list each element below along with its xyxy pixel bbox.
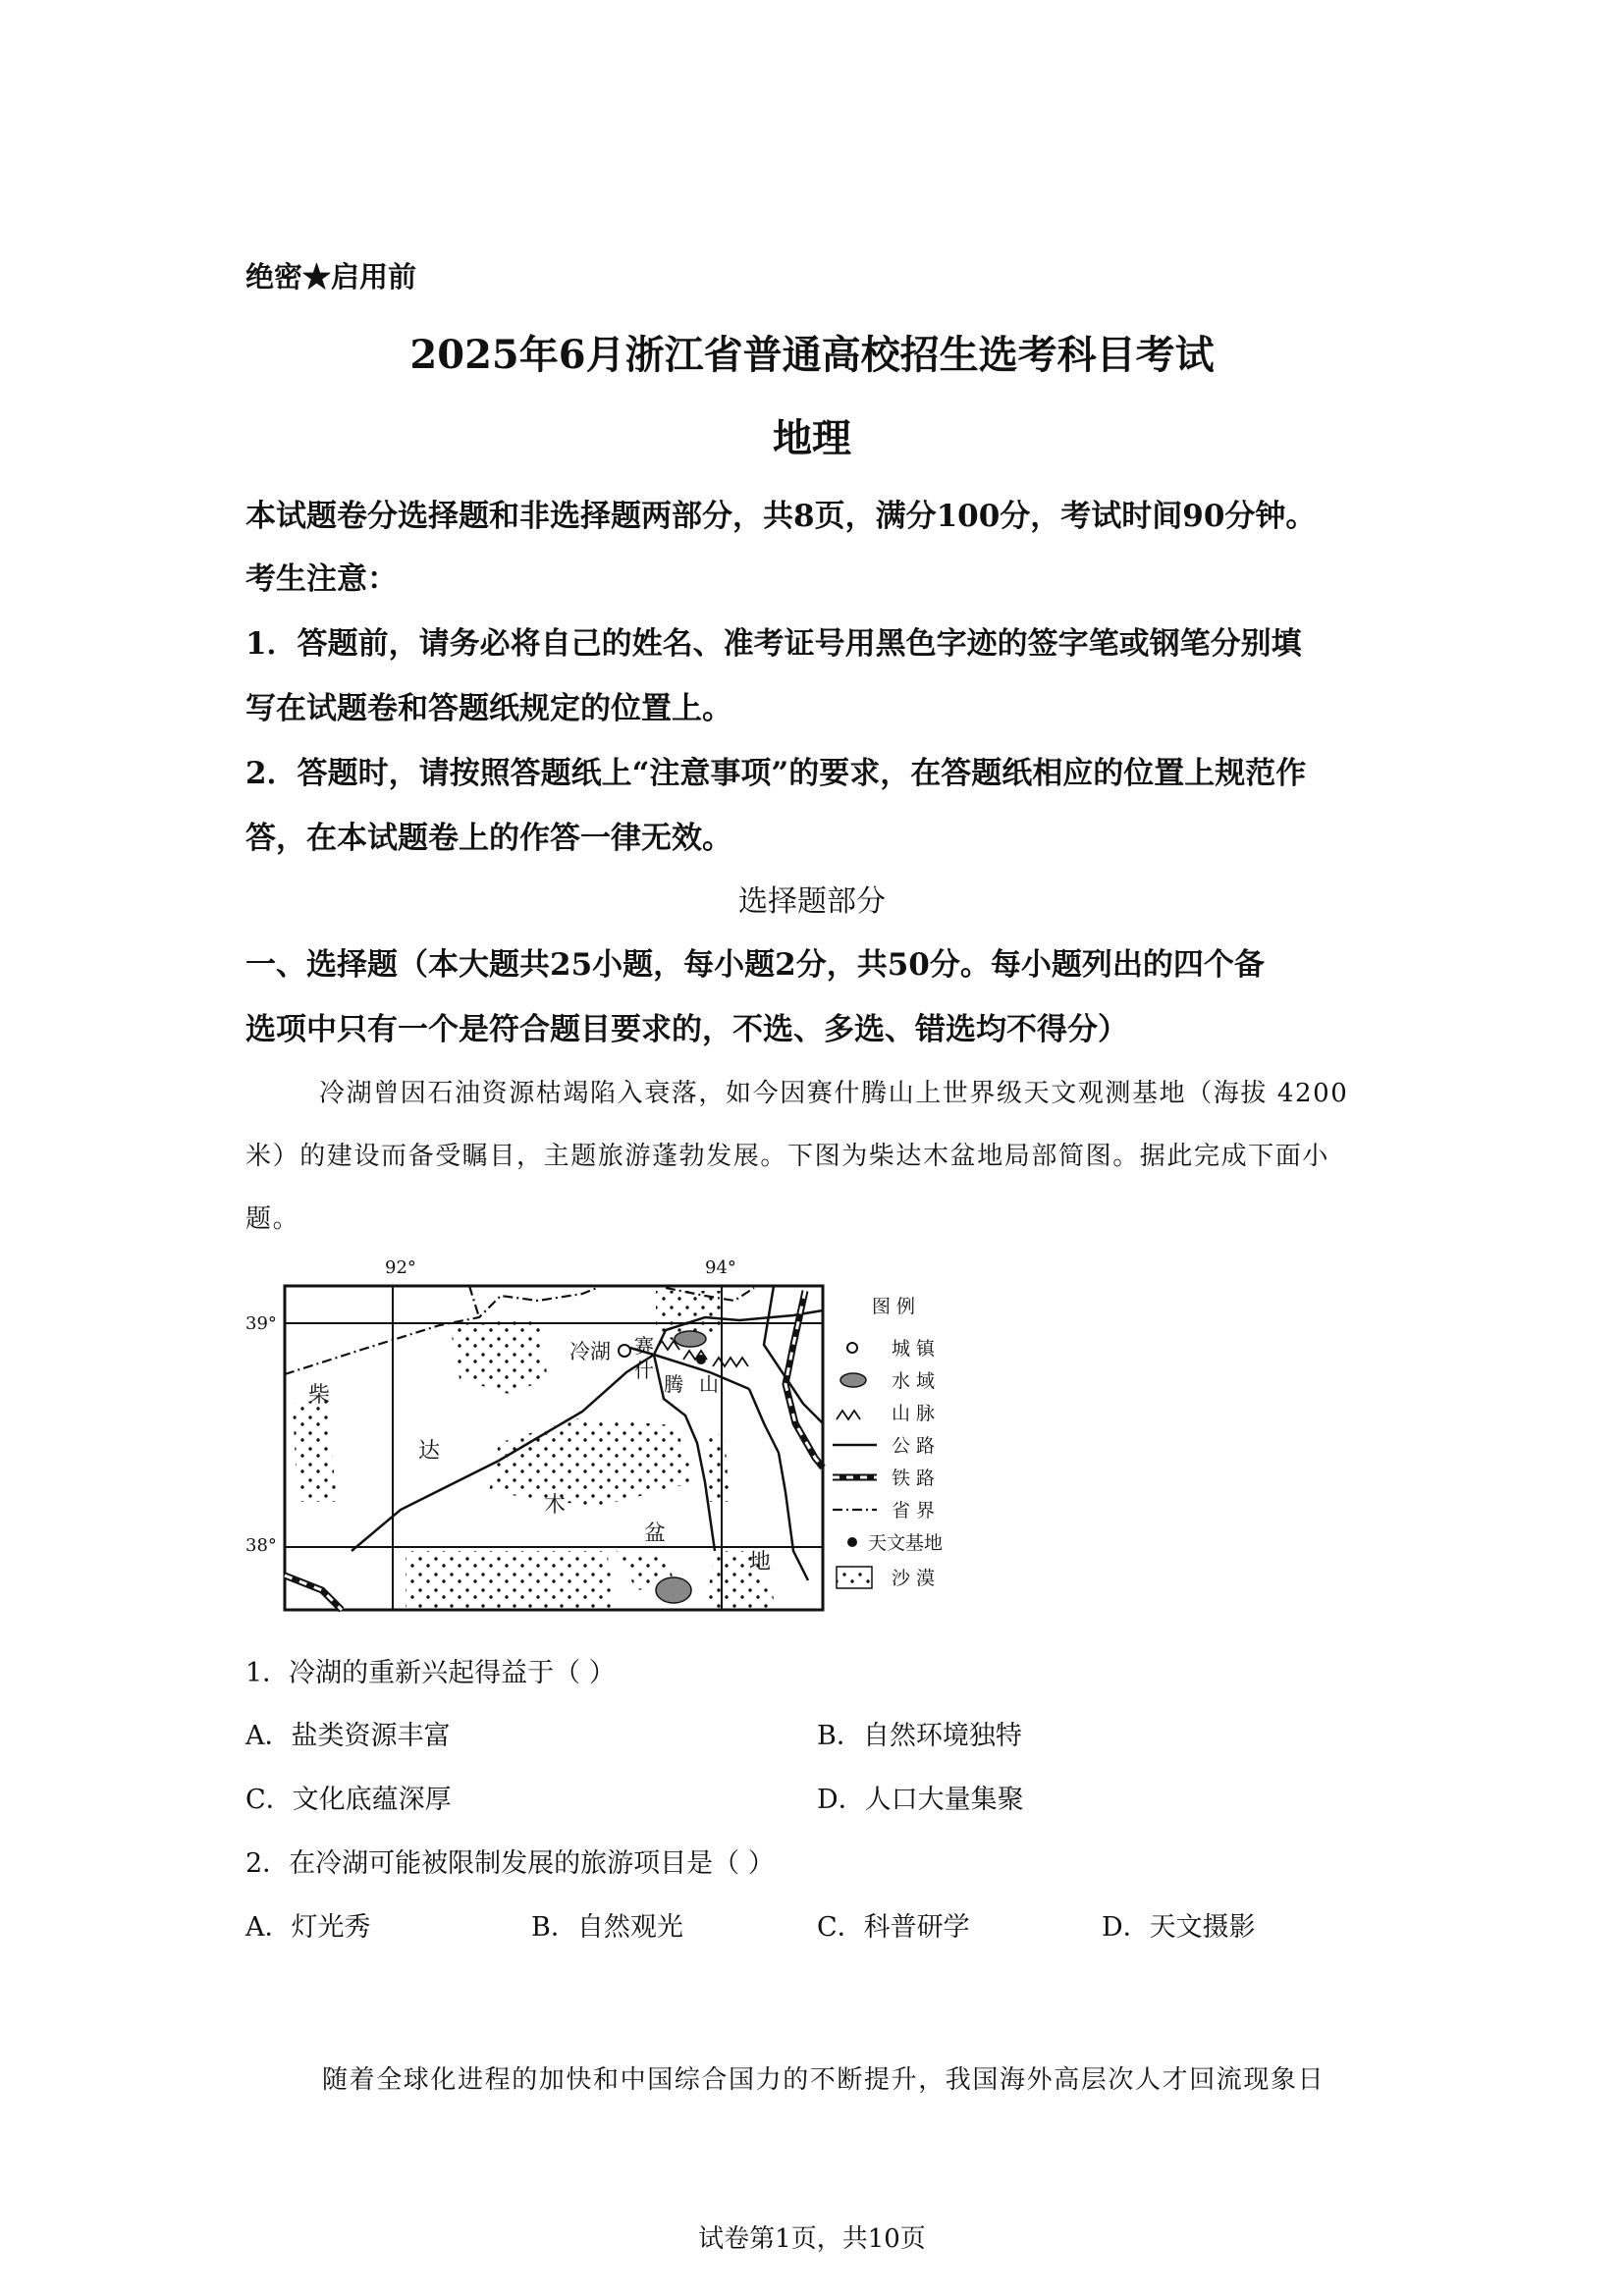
section-title: 选择题部分: [738, 884, 886, 919]
note-2-line-1: 2．答题时，请按照答题纸上“注意事项”的要求，在答题纸相应的位置上规范作: [245, 756, 1307, 791]
lenghu-label: 冷湖: [569, 1340, 611, 1363]
mountain-char-2: 什: [634, 1359, 654, 1382]
intro-text: 本试题卷分选择题和非选择题两部分，共8页，满分100分，考试时间90分钟。: [245, 499, 1317, 534]
note-2-line-2: 答，在本试题卷上的作答一律无效。: [245, 821, 732, 856]
exam-title: 2025年6月浙江省普通高校招生选考科目考试: [409, 332, 1215, 378]
map-legend: [833, 1296, 943, 1589]
legend-water-icon: [840, 1373, 866, 1387]
secret-mark: 绝密★启用前: [245, 260, 417, 294]
legend-desert-icon: [837, 1567, 872, 1588]
legend-town-icon: [847, 1343, 857, 1353]
mountain-char-1: 赛: [634, 1334, 654, 1358]
legend-title: 图 例: [872, 1296, 916, 1317]
basin-char-1: 柴: [308, 1383, 331, 1408]
legend-mountain: 山 脉: [892, 1403, 936, 1424]
legend-road: 公 路: [892, 1435, 936, 1457]
section-heading-line-2: 选项中只有一个是符合题目要求的，不选、多选、错选均不得分）: [245, 1012, 1128, 1047]
question-1-option-a: A．盐类资源丰富: [245, 1721, 451, 1751]
question-2-stem: 2．在冷湖可能被限制发展的旅游项目是（ ）: [245, 1848, 775, 1879]
legend-railway: 铁 路: [892, 1468, 936, 1489]
legend-water: 水 域: [892, 1370, 936, 1392]
legend-astronomy-base-icon: [847, 1537, 857, 1547]
page-footer: 试卷第1页，共10页: [698, 2224, 926, 2254]
lake: [675, 1331, 706, 1347]
subject-title: 地理: [773, 415, 851, 461]
longitude-94-label: 94°: [705, 1257, 736, 1278]
legend-desert: 沙 漠: [892, 1568, 936, 1589]
lake-south: [656, 1577, 691, 1603]
mountain-char-3: 腾: [664, 1372, 683, 1396]
note-1-line-1: 1．答题前，请务必将自己的姓名、准考证号用黑色字迹的签字笔或钢笔分别填: [245, 626, 1302, 662]
question-1-option-b: B．自然环境独特: [817, 1721, 1022, 1751]
lenghu-town-marker: [619, 1345, 630, 1357]
question-1-option-c: C．文化底蕴深厚: [245, 1785, 452, 1815]
basin-char-3: 木: [544, 1493, 567, 1518]
passage-1-line-2: 米）的建设而备受瞩目，主题旅游蓬勃发展。下图为柴达木盆地局部简图。据此完成下面小: [245, 1142, 1330, 1171]
longitude-92-label: 92°: [385, 1257, 416, 1278]
latitude-38-label: 38°: [245, 1535, 277, 1556]
notice-title: 考生注意：: [245, 561, 398, 597]
passage-1-line-1: 冷湖曾因石油资源枯竭陷入衰落，如今因赛什腾山上世界级天文观测基地（海拔 4200: [319, 1079, 1349, 1108]
section-heading-line-1: 一、选择题（本大题共25小题，每小题2分，共50分。每小题列出的四个备: [245, 947, 1265, 983]
question-2-option-a: A．灯光秀: [245, 1912, 371, 1943]
legend-mountain-icon: [837, 1411, 860, 1419]
latitude-39-label: 39°: [245, 1313, 277, 1334]
question-1-stem: 1．冷湖的重新兴起得益于（ ）: [245, 1658, 616, 1688]
legend-town: 城 镇: [892, 1338, 936, 1360]
question-2-option-d: D．天文摄影: [1102, 1912, 1256, 1943]
basin-char-4: 盆: [644, 1522, 667, 1546]
basin-char-5: 地: [749, 1550, 772, 1575]
astronomy-base-marker: [696, 1355, 706, 1364]
question-2-option-c: C．科普研学: [817, 1912, 970, 1943]
question-1-option-d: D．人口大量集聚: [817, 1785, 1024, 1815]
note-1-line-2: 写在试题卷和答题纸规定的位置上。: [245, 691, 732, 726]
legend-boundary: 省 界: [892, 1500, 936, 1522]
passage-2-line-1: 随着全球化进程的加快和中国综合国力的不断提升，我国海外高层次人才回流现象日: [322, 2065, 1326, 2095]
passage-1-line-3: 题。: [245, 1204, 300, 1234]
basin-char-2: 达: [418, 1439, 441, 1464]
legend-astronomy-base: 天文基地: [868, 1532, 944, 1554]
question-2-option-b: B．自然观光: [531, 1912, 683, 1943]
qaidam-basin-map: [244, 1256, 990, 1620]
mountain-char-4: 山: [699, 1372, 719, 1396]
